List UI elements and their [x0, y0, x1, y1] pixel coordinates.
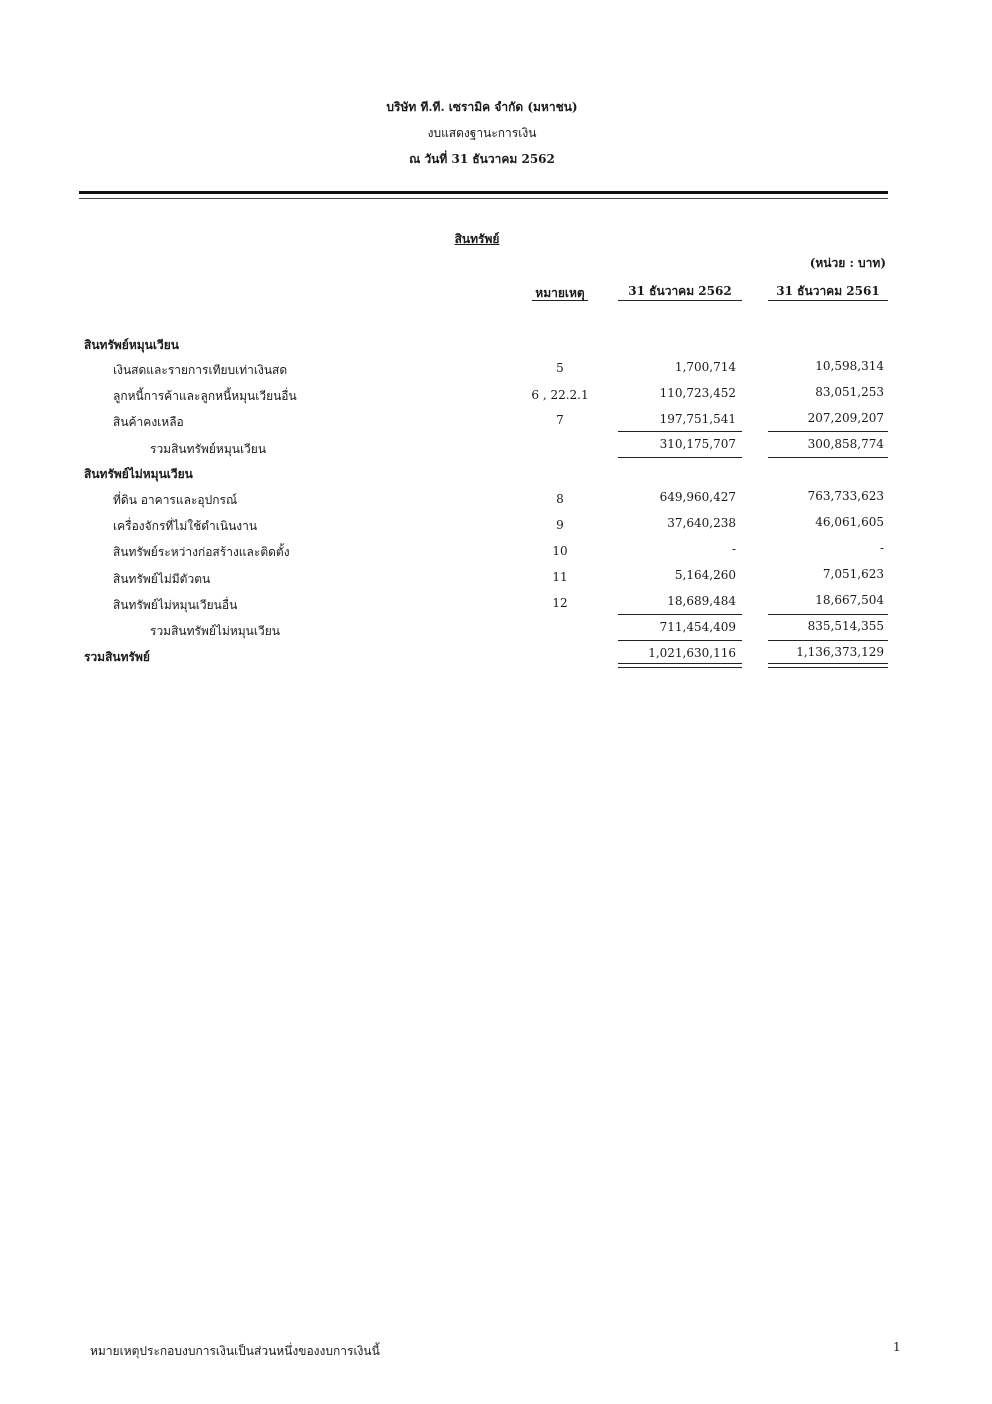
col-2561-header: 31 ธันวาคม 2561: [776, 284, 880, 298]
subtotal-line-2561: [768, 431, 888, 432]
row-value-2562: -: [731, 542, 736, 556]
row-value-2562: 197,751,541: [659, 412, 736, 426]
row-value-2561: 1,136,373,129: [796, 645, 884, 659]
noncurrent-assets-heading: สินทรัพย์ไม่หมุนเวียน: [84, 467, 193, 481]
row-value-2561: 763,733,623: [807, 489, 884, 503]
row-value-2562: 5,164,260: [674, 568, 736, 582]
subtotal-line-2562: [618, 640, 742, 641]
col-2561-underline: [768, 300, 888, 301]
statement-title: งบแสดงฐานะการเงิน: [427, 126, 537, 140]
row-value-2562: 310,175,707: [659, 437, 736, 451]
row-label: รวมสินทรัพย์ไม่หมุนเวียน: [150, 624, 280, 638]
row-value-2562: 18,689,484: [667, 594, 736, 608]
row-note: 7: [556, 413, 564, 427]
row-label: สินทรัพย์ไม่มีตัวตน: [113, 572, 211, 586]
row-value-2561: 835,514,355: [807, 619, 884, 633]
double-underline-2561: [768, 663, 888, 668]
header-rule-thin: [79, 198, 888, 199]
company-name: บริษัท ที.ที. เซรามิค จำกัด (มหาชน): [386, 100, 578, 114]
row-note: 9: [556, 518, 564, 532]
row-value-2562: 649,960,427: [659, 490, 736, 504]
row-note: 8: [556, 492, 564, 506]
row-value-2561: 18,667,504: [815, 593, 884, 607]
row-value-2561: 300,858,774: [807, 437, 884, 451]
row-value-2562: 37,640,238: [667, 516, 736, 530]
subtotal-line-2562: [618, 614, 742, 615]
col-note-underline: [532, 300, 588, 301]
row-note: 12: [552, 596, 568, 610]
row-value-2562: 711,454,409: [659, 620, 736, 634]
row-label: รวมสินทรัพย์หมุนเวียน: [150, 442, 267, 456]
row-note: 10: [552, 544, 568, 558]
row-value-2562: 1,021,630,116: [648, 646, 736, 660]
row-label: ที่ดิน อาคารและอุปกรณ์: [113, 493, 238, 507]
header-rule-thick: [79, 191, 888, 194]
section-title: สินทรัพย์: [454, 232, 500, 246]
row-value-2561: -: [879, 541, 884, 555]
row-label: สินค้าคงเหลือ: [113, 415, 184, 429]
total-line-2562: [618, 457, 742, 458]
row-label: ลูกหนี้การค้าและลูกหนี้หมุนเวียนอื่น: [113, 389, 297, 403]
row-value-2561: 207,209,207: [807, 411, 884, 425]
row-value-2562: 1,700,714: [674, 360, 736, 374]
row-value-2561: 10,598,314: [815, 359, 884, 373]
row-label: สินทรัพย์ระหว่างก่อสร้างและติดตั้ง: [113, 545, 290, 559]
row-note: 6 , 22.2.1: [531, 388, 589, 402]
row-value-2562: 110,723,452: [659, 386, 736, 400]
col-note-header: หมายเหตุ: [535, 286, 585, 300]
total-line-2561: [768, 457, 888, 458]
row-label: สินทรัพย์ไม่หมุนเวียนอื่น: [113, 598, 238, 612]
footer-note: หมายเหตุประกอบงบการเงินเป็นส่วนหนึ่งของงบการเงินนี้: [90, 1344, 380, 1358]
row-note: 11: [552, 570, 568, 584]
unit-label: (หน่วย : บาท): [809, 256, 886, 270]
col-2562-underline: [618, 300, 742, 301]
double-underline-2562: [618, 663, 742, 668]
current-assets-heading: สินทรัพย์หมุนเวียน: [84, 338, 179, 352]
row-label: รวมสินทรัพย์: [84, 650, 150, 664]
subtotal-line-2561: [768, 614, 888, 615]
subtotal-line-2562: [618, 431, 742, 432]
page-number: 1: [893, 1340, 901, 1354]
col-2562-header: 31 ธันวาคม 2562: [628, 284, 732, 298]
row-note: 5: [556, 361, 564, 375]
row-value-2561: 46,061,605: [815, 515, 884, 529]
statement-date: ณ วันที่ 31 ธันวาคม 2562: [409, 152, 555, 166]
row-value-2561: 83,051,253: [815, 385, 884, 399]
row-label: เครื่องจักรที่ไม่ใช้ดำเนินงาน: [113, 519, 258, 533]
row-label: เงินสดและรายการเทียบเท่าเงินสด: [113, 363, 288, 377]
subtotal-line-2561: [768, 640, 888, 641]
row-value-2561: 7,051,623: [822, 567, 884, 581]
